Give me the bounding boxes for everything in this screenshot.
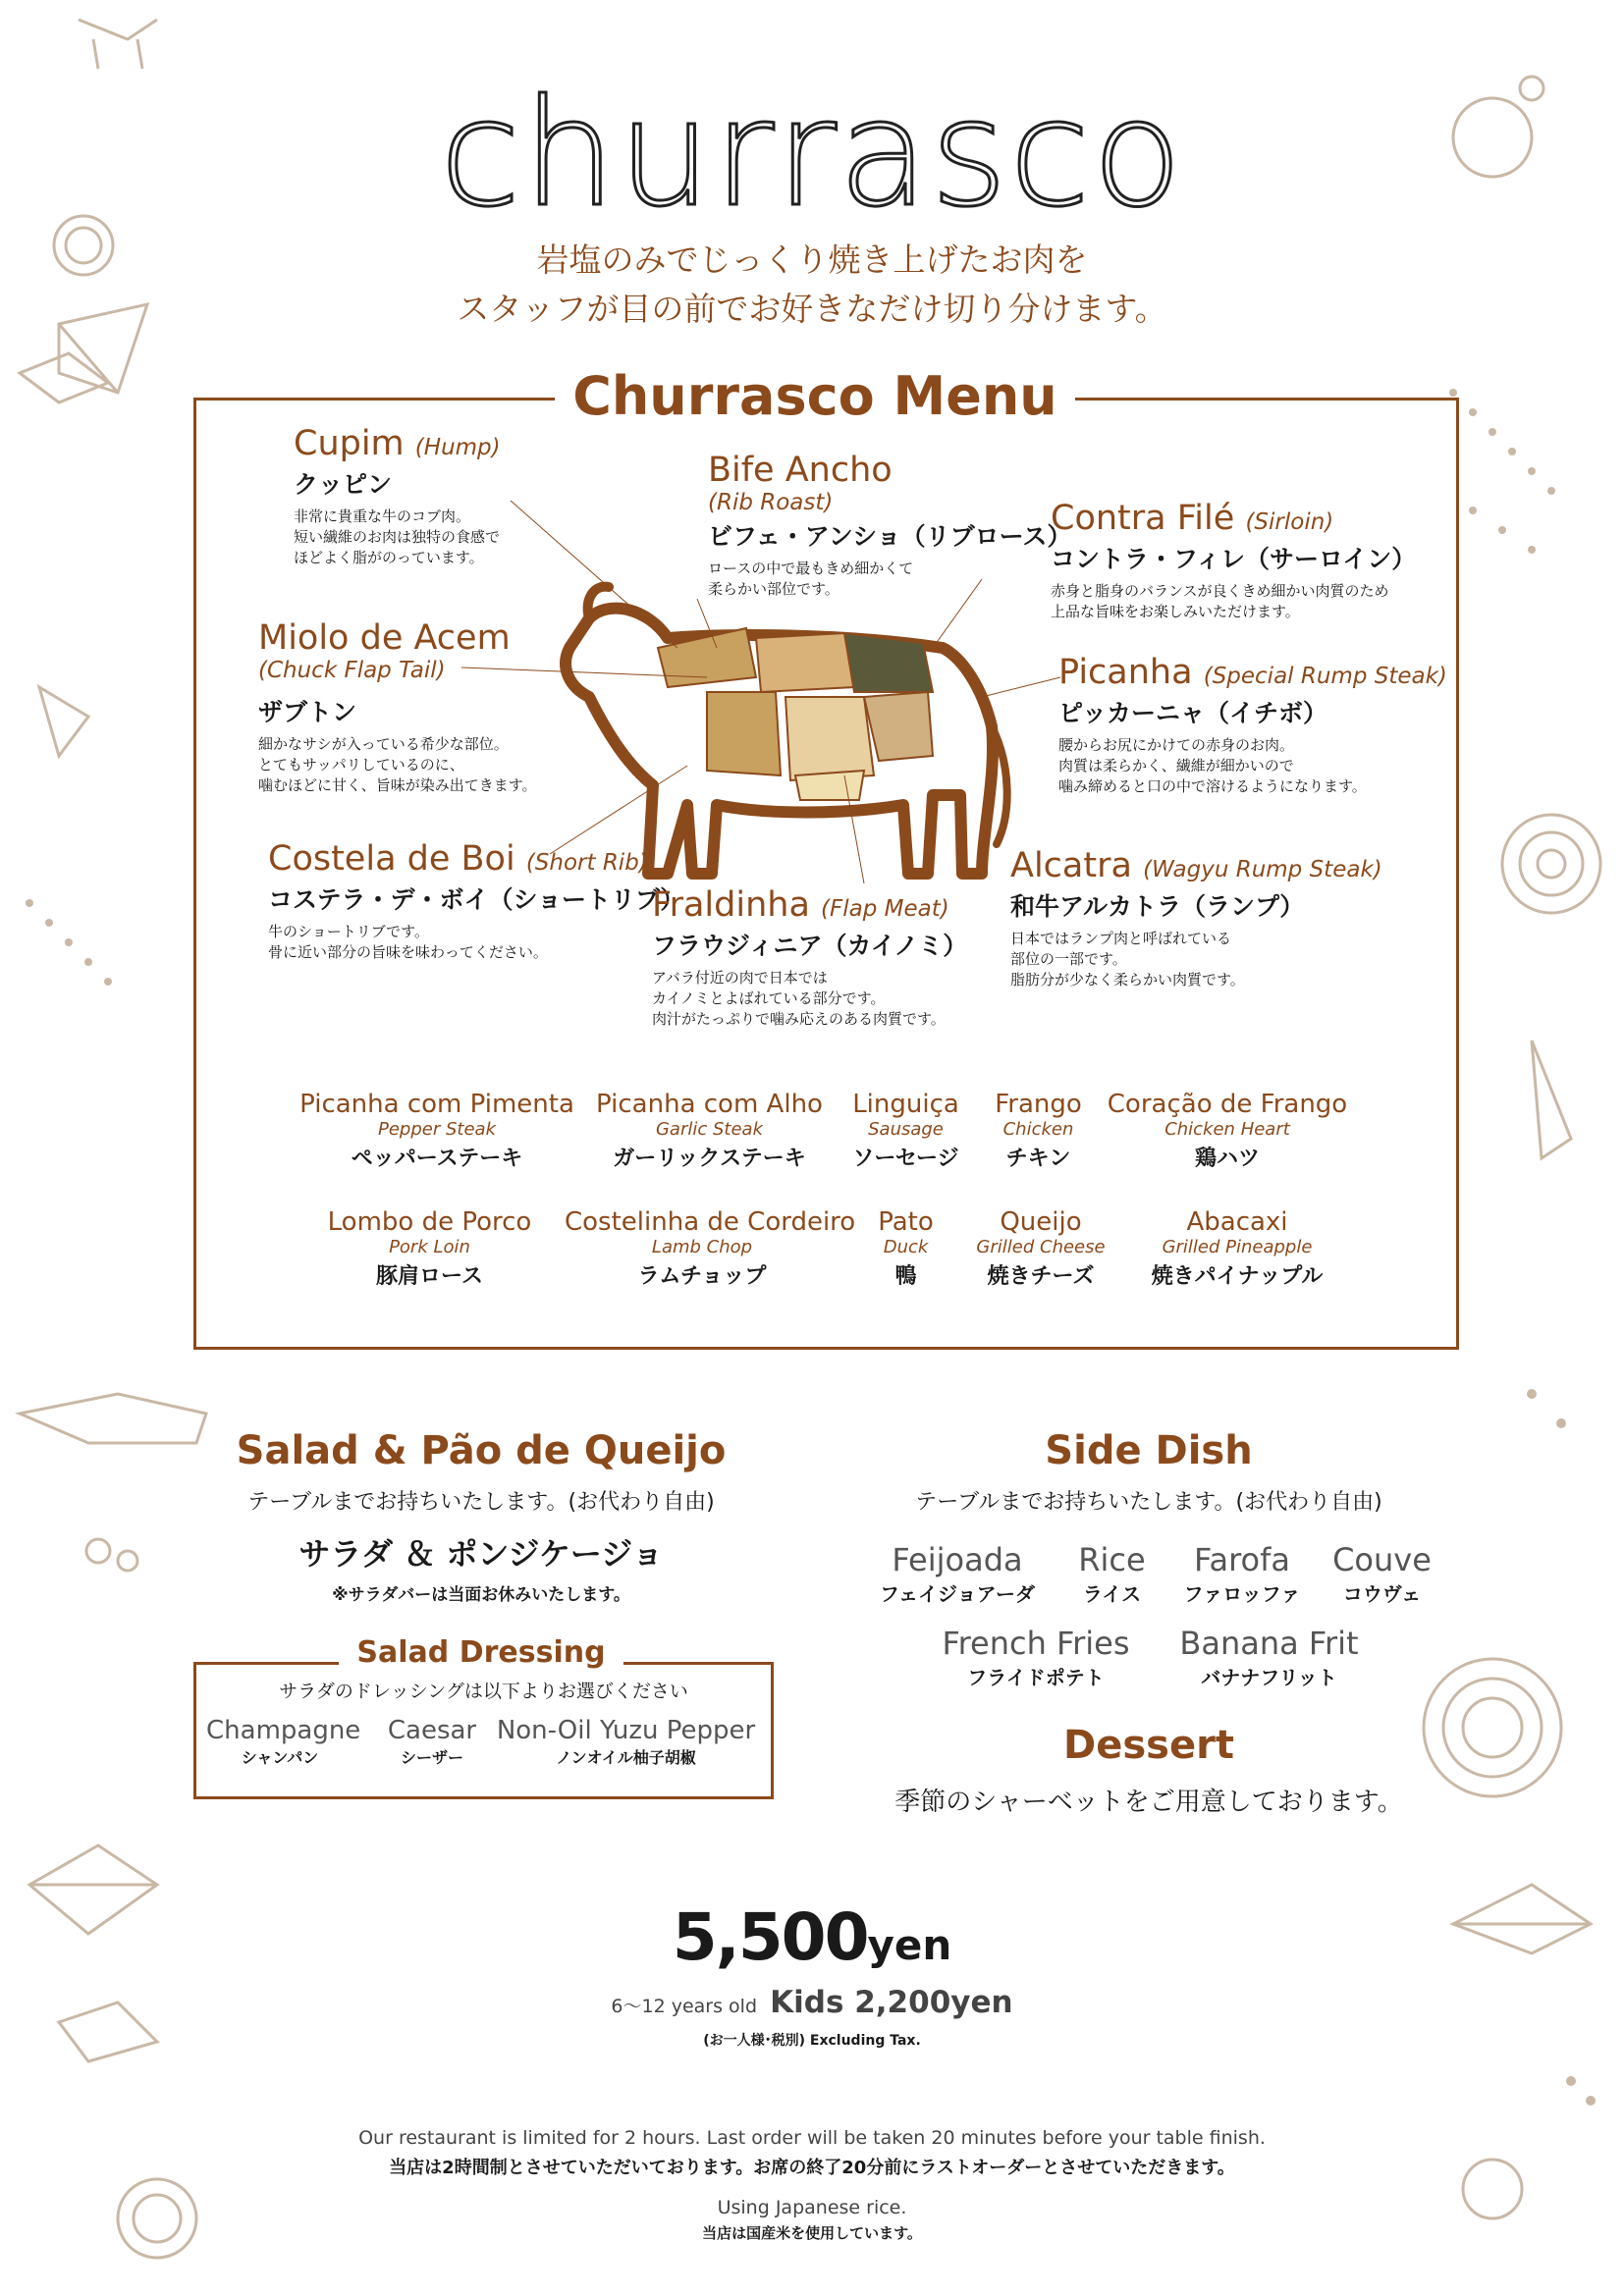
item-en: Pork Loin: [389, 1237, 470, 1257]
cut-contra-file: [1051, 499, 1416, 622]
cut-en: (Flap Meat): [821, 896, 949, 922]
cut-desc: [1058, 735, 1447, 797]
cut-pt: Picanha: [1058, 653, 1193, 692]
cut-desc-line: 柔らかい部位です。: [708, 580, 839, 598]
cut-desc-line: 肉質は柔らかく、繊維が細かいので: [1058, 757, 1294, 774]
cut-desc: [1010, 929, 1382, 990]
dressing-caesar: [378, 1716, 486, 1768]
dessert-text: 季節のシャーベットをご用意しております。: [894, 1788, 1403, 1817]
side-pt: French Fries: [942, 1625, 1130, 1662]
dessert-section: [854, 1723, 1443, 1818]
item-en: Grilled Cheese: [976, 1237, 1106, 1257]
cut-ja: コントラ・フィレ（サーロイン）: [1051, 545, 1417, 573]
side-ja: フェイジョアーダ: [880, 1582, 1035, 1606]
salad-ja: サラダ ＆ ポンジケージョ: [298, 1535, 664, 1573]
menu-title: Churrasco Menu: [555, 365, 1075, 427]
salad-section: [187, 1428, 776, 1605]
cut-ja: コステラ・デ・ボイ（ショートリブ）: [268, 885, 685, 914]
cut-ja: ピッカーニャ（イチボ）: [1058, 699, 1328, 727]
cut-ja: 和牛アルカトラ（ランプ）: [1010, 892, 1305, 921]
item-pt: Costelinha de Cordeiro: [565, 1207, 856, 1237]
item-pt: Picanha com Alho: [596, 1090, 823, 1119]
cut-alcatra: [1010, 846, 1382, 990]
cut-pt: Bife Ancho: [708, 451, 893, 490]
tax-note: (お一人様･税別) Excluding Tax.: [703, 2033, 921, 2049]
cut-desc-line: 肉汁がたっぷりで噛み応えのある肉質です。: [652, 1010, 946, 1028]
cut-pt: Fraldinha: [652, 885, 810, 925]
item-frango: [982, 1090, 1095, 1172]
item-picanha-com-pimenta: [295, 1090, 579, 1172]
dressing-en: Champagne: [206, 1716, 361, 1745]
item-ja: ラムチョップ: [637, 1264, 767, 1289]
dressing-en: Caesar: [387, 1716, 477, 1745]
item-en: Lamb Chop: [651, 1237, 753, 1257]
cut-ja: クッピン: [294, 470, 393, 499]
cut-desc: [708, 559, 1071, 600]
dressing-yuzu: [496, 1716, 756, 1768]
cut-picanha: [1058, 653, 1447, 797]
side-dish: [933, 1625, 1139, 1690]
item-ja: チキン: [1005, 1147, 1071, 1171]
side-dish: [874, 1541, 1041, 1607]
item-coracao-de-frango: [1105, 1090, 1350, 1172]
cut-desc-line: ほどよく脂がのっています。: [294, 549, 484, 566]
side-ja: フライドポテト: [967, 1666, 1105, 1689]
footer-time-limit-ja: 当店は2時間制とさせていただいております。お席の終了20分前にラストオーダーとさせていただきます。: [389, 2158, 1235, 2178]
item-en: Duck: [883, 1237, 929, 1257]
item-pato: [854, 1207, 957, 1290]
cut-desc-line: 脂肪分が少なく柔らかい肉質です。: [1010, 971, 1245, 988]
cut-pt: Alcatra: [1010, 846, 1132, 885]
item-abacaxi: [1124, 1207, 1350, 1290]
item-en: Chicken Heart: [1164, 1119, 1290, 1140]
item-en: Grilled Pineapple: [1162, 1237, 1313, 1257]
dressing-champagne: [206, 1716, 361, 1768]
item-picanha-com-alho: [589, 1090, 830, 1172]
item-en: Sausage: [868, 1119, 944, 1140]
cut-desc-line: 部位の一部です。: [1010, 950, 1127, 968]
item-pt: Linguiça: [852, 1090, 959, 1119]
cut-desc-line: カイノミとよばれている部分です。: [652, 989, 886, 1007]
price-unit: yen: [867, 1921, 952, 1969]
item-ja: 焼きチーズ: [987, 1264, 1095, 1289]
cut-miolo-de-acem: [258, 618, 537, 796]
item-pt: Frango: [995, 1090, 1082, 1119]
cut-en: (Special Rump Steak): [1203, 664, 1447, 689]
side-dish: [1051, 1541, 1173, 1607]
cut-desc: [652, 968, 967, 1030]
cut-desc: [268, 922, 684, 963]
cut-cupim: [294, 424, 501, 568]
item-ja: ペッパーステーキ: [351, 1147, 523, 1171]
dressing-en: Non-Oil Yuzu Pepper: [496, 1716, 756, 1745]
salad-title: Salad & Pão de Queijo: [236, 1428, 727, 1473]
item-ja: 鶏ハツ: [1194, 1147, 1260, 1171]
cut-pt: Contra Filé: [1051, 499, 1235, 538]
side-title: Side Dish: [1045, 1428, 1253, 1473]
side-ja: バナナフリット: [1201, 1666, 1337, 1689]
cut-ja: ザブトン: [258, 698, 357, 726]
salad-note: ※サラダバーは当面お休みいたします。: [332, 1585, 630, 1605]
dressing-ja: ノンオイル柚子胡椒: [556, 1748, 696, 1767]
price-kids: [0, 1985, 1624, 2020]
item-ja: 豚肩ロース: [376, 1264, 483, 1289]
intro-line-2: スタッフが目の前でお好きなだけ切り分けます。: [457, 290, 1167, 328]
cut-desc-line: 日本ではランプ肉と呼ばれている: [1010, 930, 1232, 947]
item-lombo-de-porco: [304, 1207, 555, 1290]
cut-desc: [294, 507, 501, 568]
cut-en: (Short Rib): [525, 850, 648, 876]
cut-desc-line: 牛のショートリブです。: [268, 923, 429, 940]
salad-subtitle: テーブルまでお持ちいたします。(お代わり自由): [247, 1490, 715, 1515]
dressing-subtitle: サラダのドレッシングは以下よりお選びください: [279, 1681, 688, 1702]
item-pt: Queijo: [1000, 1207, 1082, 1237]
dressing-ja: シャンパン: [241, 1748, 319, 1767]
cut-desc-line: アバラ付近の肉で日本では: [652, 969, 828, 987]
item-pt: Abacaxi: [1186, 1207, 1288, 1237]
cut-desc-line: 非常に貴重な牛のコブ肉。: [294, 507, 471, 525]
cut-pt: Costela de Boi: [268, 839, 515, 879]
cut-fraldinha: [652, 885, 967, 1030]
cut-en: (Chuck Flap Tail): [258, 658, 446, 683]
footer-rice-en: Using Japanese rice.: [717, 2197, 907, 2218]
cut-desc-line: 細かなサシが入っている希少な部位。: [258, 735, 509, 753]
dressing-ja: シーザー: [400, 1748, 463, 1767]
item-ja: ソーセージ: [852, 1147, 959, 1171]
item-pt: Lombo de Porco: [327, 1207, 532, 1237]
cut-en: (Sirloin): [1245, 509, 1334, 535]
kids-price: Kids 2,200yen: [770, 1985, 1013, 2020]
cut-bife-ancho: [708, 451, 1071, 600]
cut-desc-line: 噛み締めると口の中で溶けるようになります。: [1058, 777, 1367, 795]
cut-desc-line: 赤身と脂身のバランスが良くきめ細かい肉質のため: [1051, 582, 1389, 600]
item-pt: Picanha com Pimenta: [299, 1090, 574, 1119]
cut-desc-line: とてもサッパリしているのに、: [258, 756, 464, 774]
logo: churrasco: [439, 69, 1185, 240]
dessert-title: Dessert: [1063, 1723, 1234, 1768]
footer-time-limit-en: Our restaurant is limited for 2 hours. Last order will be taken 20 minutes before your table finish.: [358, 2127, 1266, 2149]
side-section: [854, 1428, 1443, 1516]
side-dish: [1159, 1625, 1380, 1690]
price-main: [0, 1899, 1624, 1975]
price-amount: 5,500: [672, 1899, 868, 1975]
cut-desc-line: 短い繊維のお肉は独特の食感で: [294, 528, 501, 546]
side-ja: ファロッファ: [1183, 1582, 1301, 1606]
dressing-title: Salad Dressing: [339, 1635, 623, 1670]
side-pt: Feijoada: [892, 1541, 1023, 1578]
kids-age: 6～12 years old: [611, 1996, 758, 2017]
cut-en: (Rib Roast): [708, 490, 834, 515]
side-subtitle: テーブルまでお持ちいたします。(お代わり自由): [915, 1490, 1382, 1515]
item-ja: ガーリックステーキ: [613, 1147, 806, 1171]
cut-desc-line: 上品な旨味をお楽しみいただけます。: [1051, 603, 1300, 620]
item-linguica: [839, 1090, 972, 1172]
cut-desc-line: 腰からお尻にかけての赤身のお肉。: [1058, 736, 1295, 754]
cut-costela-de-boi: [268, 839, 684, 963]
cut-desc-line: 噛むほどに甘く、旨味が染み出てきます。: [258, 776, 537, 794]
item-costelinha-de-cordeiro: [565, 1207, 856, 1290]
item-pt: Coração de Frango: [1107, 1090, 1348, 1119]
cut-desc-line: 骨に近い部分の旨味を味わってください。: [268, 943, 548, 961]
cut-pt: Cupim: [294, 424, 405, 463]
side-pt: Rice: [1078, 1541, 1146, 1578]
cut-ja: フラウジィニア（カイノミ）: [652, 932, 968, 960]
side-ja: ライス: [1082, 1582, 1142, 1606]
cut-desc: [258, 734, 537, 796]
side-dish: [1316, 1541, 1448, 1607]
item-en: Garlic Steak: [655, 1119, 763, 1140]
side-pt: Couve: [1332, 1541, 1432, 1578]
footer-rice-ja: 当店は国産米を使用しています。: [702, 2224, 922, 2242]
item-ja: 鴨: [894, 1264, 917, 1289]
side-ja: コウヴェ: [1342, 1582, 1422, 1606]
cut-pt: Miolo de Acem: [258, 618, 511, 658]
item-en: Chicken: [1002, 1119, 1074, 1140]
side-pt: Farofa: [1194, 1541, 1290, 1578]
cut-ja: ビフェ・アンショ（リブロース）: [708, 522, 1072, 551]
cut-desc: [1051, 581, 1416, 622]
item-pt: Pato: [878, 1207, 934, 1237]
item-queijo: [967, 1207, 1114, 1290]
intro-line-1: 岩塩のみでじっくり焼き上げたお肉を: [536, 240, 1088, 279]
side-dish: [1178, 1541, 1306, 1607]
cut-en: (Hump): [414, 435, 501, 460]
side-pt: Banana Frit: [1179, 1625, 1359, 1662]
cut-en: (Wagyu Rump Steak): [1143, 857, 1382, 882]
item-ja: 焼きパイナップル: [1151, 1264, 1324, 1289]
item-en: Pepper Steak: [378, 1119, 496, 1140]
cut-desc-line: ロースの中で最もきめ細かくて: [708, 560, 914, 577]
